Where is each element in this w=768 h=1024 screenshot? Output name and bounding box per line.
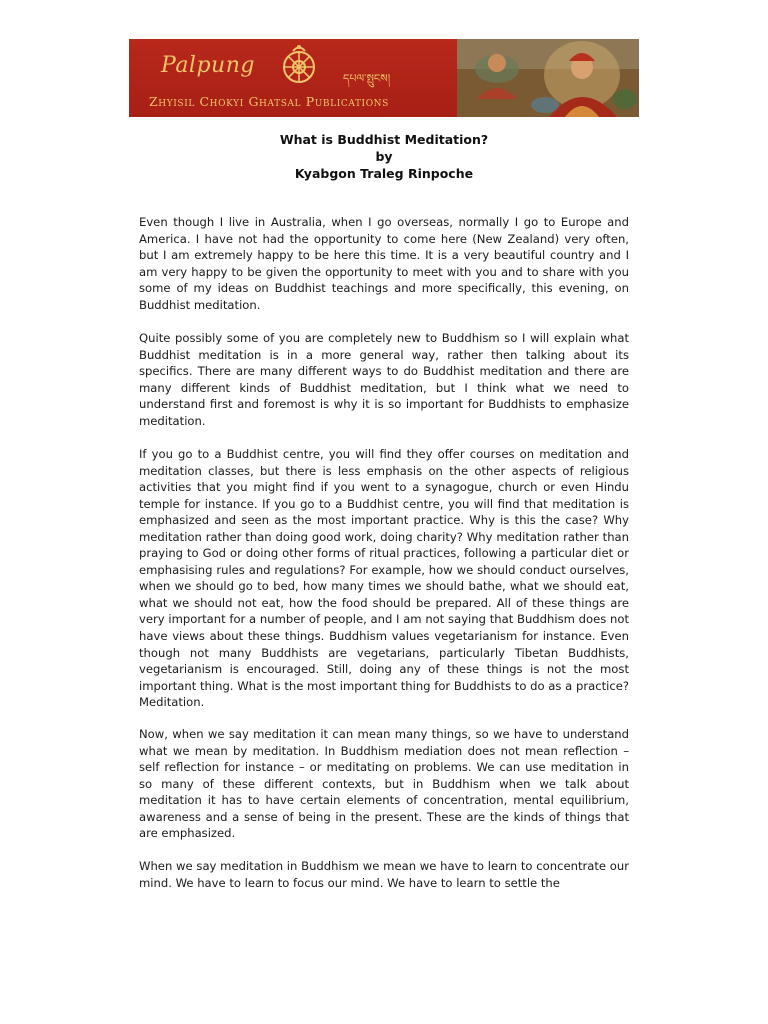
publisher-name: Zhyisil Chokyi Ghatsal Publications xyxy=(149,94,389,109)
paragraph-1: Even though I live in Australia, when I go overseas, normally I go to Europe and America. I have not had the opportunity to come here (New Zealand) very often, but I am extremely happy to be here this time. It is a very beautiful country and I am very happy to be given the opportunity to meet with you and to share with you some of my ideas on Buddhist teachings and more specifically, this evening, on Buddhist meditation. xyxy=(139,215,629,312)
brand-name: Palpung xyxy=(161,53,255,78)
tibetan-script-label: དཔལ་སྤུངས། xyxy=(343,72,391,85)
thangka-painting-icon xyxy=(457,39,639,117)
byline-by: by xyxy=(375,149,393,164)
paragraph-3: If you go to a Buddhist centre, you will find they offer courses on meditation and meditation classes, but there is less emphasis on the other aspects of religious activities that you might find if you went to a synagogue, church or even Hindu temple for instance. If you go to a Buddhist centre, you will find that meditation is emphasized and seen as the most important practice. Why is this the case? Why meditation rather than doing good work, doing charity? Why meditation rather than praying to God or doing other forms of ritual practices, following a particular diet or emphasising rules and regulations? For example, how we should conduct ourselves, when we should go to bed, how many times we should bathe, what we should eat, what we should not eat, how the food should be prepared. All of these things are very important for a number of people, and I am not saying that Buddhism does not have views about these things. Buddhism values vegetarianism for instance. Even though not many Buddhists are vegetarians, particularly Tibetan Buddhists, vegetarianism is encouraged. Still, doing any of these things is not the most important thing. What is the most important thing for Buddhists to do as a practice? Meditation. xyxy=(139,447,629,710)
dharma-wheel-emblem-icon xyxy=(277,43,321,87)
thangka-painting-image xyxy=(457,39,639,117)
publisher-banner xyxy=(129,39,639,117)
author-name: Kyabgon Traleg Rinpoche xyxy=(294,166,474,181)
banner-logo-area xyxy=(129,39,457,117)
paragraph-5: When we say meditation in Buddhism we mean we have to learn to concentrate our mind. We have to learn to focus our mind. We have to learn to settle the xyxy=(139,859,629,890)
paragraph-4: Now, when we say meditation it can mean many things, so we have to understand what we mean by meditation. In Buddhism mediation does not mean reflection – self reflection for instance – or meditating on problems. We can use meditation in so many of these different contexts, but in Buddhism when we talk about meditation it has to have certain elements of concentration, mental equilibrium, awareness and a sense of being in the present. These are the kinds of things that are emphasized. xyxy=(139,727,629,841)
paragraph-2: Quite possibly some of you are completely new to Buddhism so I will explain what Buddhist meditation is in a more general way, rather then talking about its specifics. There are many different ways to do Buddhist meditation and there are many different kinds of Buddhist meditation, but I think what we need to understand first and foremost is why it is so important for Buddhists to emphasize meditation. xyxy=(139,331,629,428)
document-title: What is Buddhist Meditation? xyxy=(279,132,489,147)
